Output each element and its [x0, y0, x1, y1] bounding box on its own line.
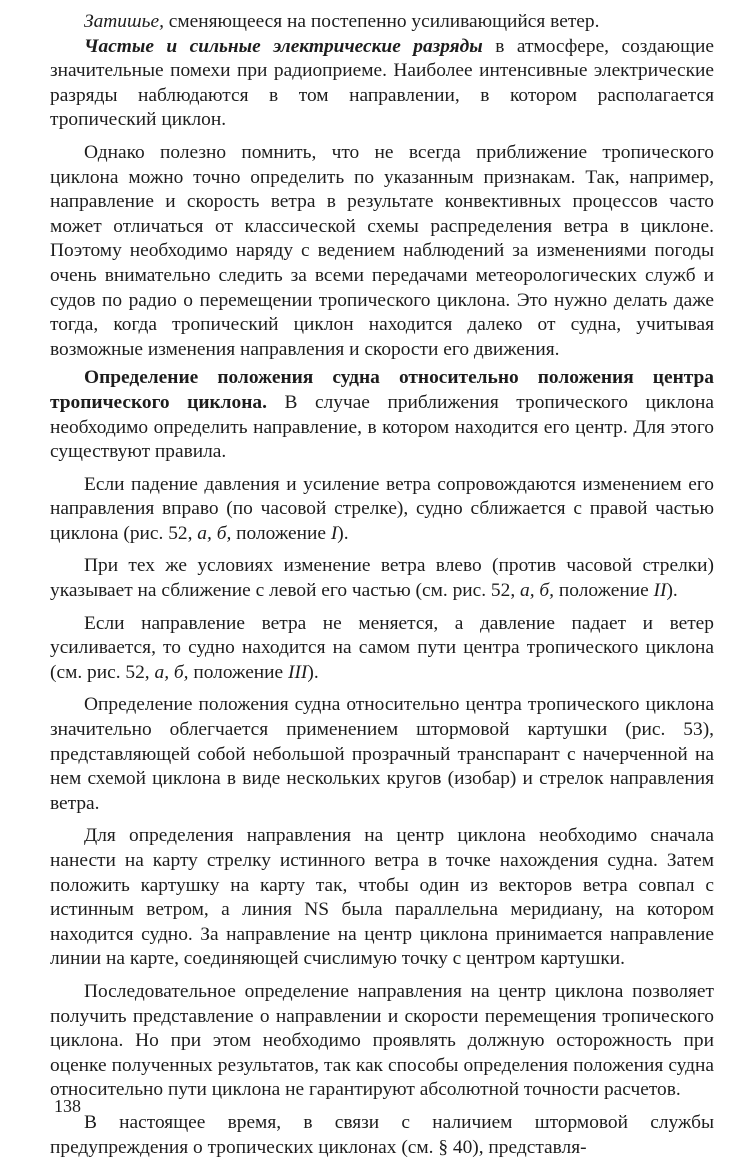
- paragraph-discharges: [50, 35, 714, 133]
- section-heading: Определение положения судна относительно положения центра тропического циклона.: [50, 367, 714, 413]
- paragraph-text: В случае приближения тропического циклона необходимо определить направление, в котором находится его центр. Для этого существуют правила.: [50, 391, 714, 463]
- paragraph-text: Если направление ветра не меняется, а давление падает и ветер усиливается, то судно находится на самом пути центра тропического циклона (см. рис. 52,: [50, 612, 714, 683]
- page-body: [50, 10, 714, 1160]
- position-ref: I: [330, 522, 338, 544]
- position-ref: II: [653, 580, 667, 602]
- paragraph-text: положение: [231, 522, 331, 544]
- paragraph-text: сменяющееся на постепенно усиливающийся ветер.: [163, 11, 600, 32]
- paragraph-calm: [50, 10, 714, 35]
- paragraph-text: положение: [188, 661, 289, 683]
- figure-ref: а, б,: [520, 580, 555, 602]
- term-discharges: Частые и сильные электрические разряды: [84, 35, 483, 57]
- term-calm: Затишье,: [84, 11, 164, 32]
- paragraph-storm-card: Определение положения судна относительно центра тропического циклона значительно облегчается применением штормовой картушки (рис. 53), представляющей собой небольшой прозрачный транспарант с начерченной на нем схемой циклона в виде нескольких кругов (изобар) и стрелок направления ветра.: [50, 694, 714, 814]
- paragraph-text: в атмосфере, создающие значительные помехи при радиоприеме. Наиболее интенсивные электрические разряды наблюдаются в том направлении, в котором располагается тропический циклон.: [50, 35, 714, 131]
- paragraph-procedure: Для определения направления на центр циклона необходимо сначала нанести на карту стрелку истинного ветра в точке нахождения судна. Затем положить картушку на карту так, чтобы один из векторов ветра совпал с истинным ветром, а линия NS была параллельна меридиану, на котором находится судно. За направление на центр циклона принимается направление линии на карте, соединяющей счислимую точку с центром картушки.: [50, 825, 714, 970]
- position-ref: III: [288, 661, 308, 683]
- figure-ref: а, б,: [154, 661, 189, 683]
- section-heading-paragraph: [50, 366, 714, 464]
- paragraph-sequential: Последовательное определение направления на центр циклона позволяет получить представление о направлении и скорости перемещения тропического циклона. Но при этом необходимо проявлять должную осторожность при оценке полученных результатов, так как способы определения положения судна относительно пути циклона не гарантируют абсолютной точности расчетов.: [50, 980, 714, 1101]
- figure-ref: а, б,: [197, 522, 232, 544]
- paragraph-text: ).: [666, 580, 678, 602]
- paragraph-text: Если падение давления и усиление ветра сопровождаются изменением его направления вправо (по часовой стрелке), судно сближается с правой частью циклона (рис. 52,: [50, 473, 714, 544]
- paragraph-rule-center: [50, 612, 714, 686]
- paragraph-text: ).: [307, 661, 319, 683]
- paragraph-nowadays: В настоящее время, в связи с наличием штормовой службы предупреждения о тропических циклонах (см. § 40), представля-: [50, 1111, 714, 1158]
- paragraph-rule-left: [50, 554, 714, 603]
- paragraph-text: положение: [554, 580, 654, 602]
- paragraph-text: ).: [337, 522, 349, 544]
- paragraph-however: Однако полезно помнить, что не всегда приближение тропического циклона можно точно определить по указанным признакам. Так, например, направление и скорость ветра в результате конвективных процессов часто может отличаться от классической схемы распределения ветра в циклоне. Поэтому необходимо наряду с ведением наблюдений за изменениями погоды очень внимательно следить за всеми передачами метеорологических служб и судов по радио о перемещении тропического циклона. Это нужно делать даже тогда, когда тропический циклон находится далеко от судна, учитывая возможные изменения направления и скорости его движения.: [50, 141, 714, 360]
- paragraph-rule-right: [50, 473, 714, 547]
- page-number: 138: [54, 1096, 81, 1116]
- paragraph-text: При тех же условиях изменение ветра влево (против часовой стрелки) указывает на сближение с левой его частью (см. рис. 52,: [50, 555, 714, 602]
